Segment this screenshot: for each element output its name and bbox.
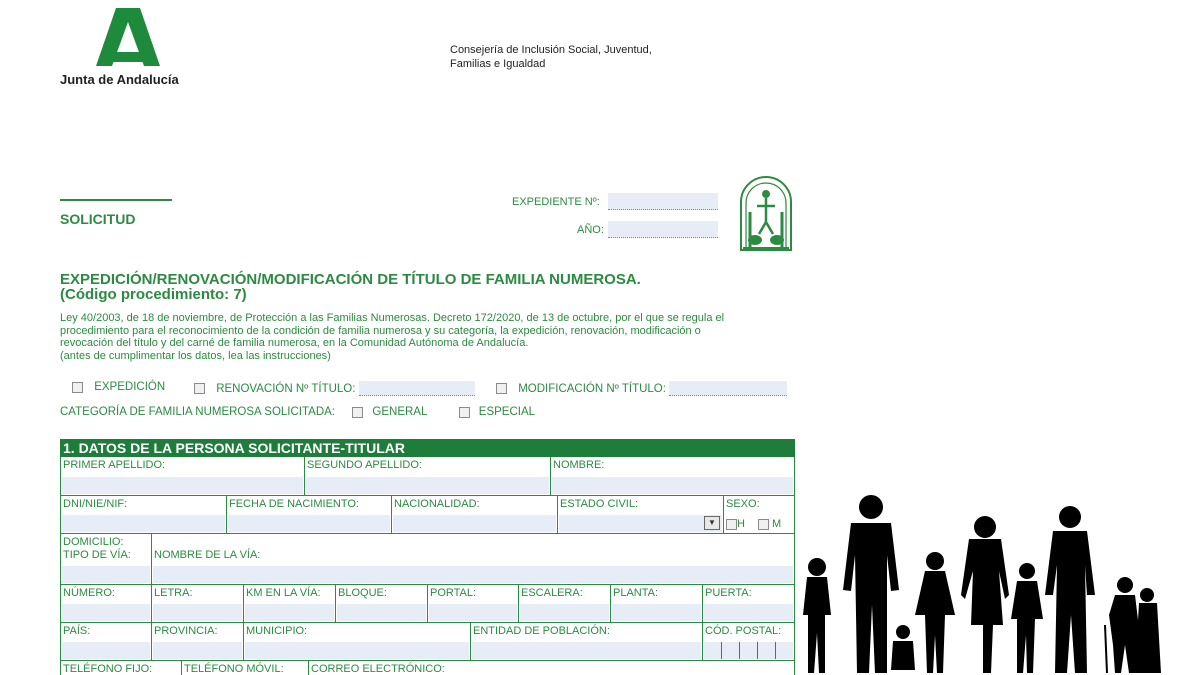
telefono-fijo-cell: TELÉFONO FIJO: xyxy=(63,663,153,675)
portal-input[interactable] xyxy=(429,604,517,621)
fecha-nacimiento-cell: FECHA DE NACIMIENTO: xyxy=(226,496,391,533)
nacionalidad-input[interactable] xyxy=(393,515,556,532)
estado-civil-select[interactable] xyxy=(559,515,722,532)
municipio-cell: MUNICIPIO: xyxy=(243,623,470,660)
pais-input[interactable] xyxy=(62,642,150,659)
renovacion-option: RENOVACIÓN Nº TÍTULO: xyxy=(194,381,475,396)
sexo-cell: SEXO: H M xyxy=(723,496,794,533)
sexo-h-checkbox[interactable] xyxy=(726,519,737,530)
modificacion-titulo-input[interactable] xyxy=(669,381,787,396)
km-via-cell: KM EN LA VÍA: xyxy=(243,585,335,622)
form-row xyxy=(60,585,795,623)
page-title: EXPEDICIÓN/RENOVACIÓN/MODIFICACIÓN DE TÍTULO DE FAMILIA NUMEROSA. (Código procedimiento: 7) xyxy=(60,271,641,303)
cod-postal-input[interactable] xyxy=(704,642,793,659)
tipo-via-cell: DOMICILIO: TIPO DE VÍA: xyxy=(61,534,151,584)
numero-input[interactable] xyxy=(62,604,150,621)
bloque-cell: BLOQUE: xyxy=(335,585,427,622)
segundo-apellido-cell: SEGUNDO APELLIDO: xyxy=(304,457,550,495)
form-row xyxy=(60,496,795,534)
expediente-input[interactable] xyxy=(608,193,718,210)
provincia-cell: PROVINCIA: xyxy=(151,623,243,660)
divider xyxy=(60,199,172,201)
nombre-input[interactable] xyxy=(552,477,793,494)
applicant-form xyxy=(60,457,795,675)
general-checkbox[interactable] xyxy=(352,407,363,418)
correo-cell: CORREO ELECTRÓNICO: xyxy=(308,661,794,675)
form-row xyxy=(60,661,795,675)
municipio-input[interactable] xyxy=(245,642,469,659)
dni-cell: DNI/NIE/NIF: xyxy=(61,496,226,533)
expediente-label: EXPEDIENTE Nº: xyxy=(512,196,600,208)
form-row xyxy=(60,623,795,661)
fecha-nacimiento-input[interactable] xyxy=(228,515,390,532)
junta-andalucia-logo-icon xyxy=(96,8,160,70)
document-type: SOLICITUD xyxy=(60,211,136,227)
family-silhouette-icon xyxy=(795,495,1200,675)
modificacion-checkbox[interactable] xyxy=(496,383,507,394)
cod-postal-cell: CÓD. POSTAL: xyxy=(702,623,794,660)
escalera-cell: ESCALERA: xyxy=(518,585,610,622)
entidad-poblacion-input[interactable] xyxy=(472,642,701,659)
legal-intro: Ley 40/2003, de 18 de noviembre, de Protección a las Familias Numerosas. Decreto 172/2020, de 13 de octubre, por el que se regula el procedimiento para el reconocimiento de la condición de familia numerosa y su categoría, la expedición, renovación, modificación o revocación del título y del carné de familia numerosa, en la Comunidad Autónoma de Andalucía. (antes de cumplimentar los datos, lea las instrucciones) xyxy=(60,312,725,362)
renovacion-checkbox[interactable] xyxy=(194,383,205,394)
renovacion-titulo-input[interactable] xyxy=(359,381,475,396)
dni-input[interactable] xyxy=(62,515,225,532)
estado-civil-cell: ESTADO CIVIL: ▼ xyxy=(557,496,723,533)
portal-cell: PORTAL: xyxy=(427,585,518,622)
nombre-via-cell: NOMBRE DE LA VÍA: xyxy=(151,534,794,584)
consejeria-name: Consejería de Inclusión Social, Juventud, Familias e Igualdad xyxy=(450,44,652,70)
segundo-apellido-input[interactable] xyxy=(306,477,549,494)
provincia-input[interactable] xyxy=(153,642,242,659)
entidad-poblacion-cell: ENTIDAD DE POBLACIÓN: xyxy=(470,623,702,660)
km-via-input[interactable] xyxy=(245,604,334,621)
numero-cell: NÚMERO: xyxy=(61,585,151,622)
section-1-header: 1. DATOS DE LA PERSONA SOLICITANTE-TITULAR xyxy=(60,439,795,457)
tipo-via-input[interactable] xyxy=(62,566,150,583)
letra-cell: LETRA: xyxy=(151,585,243,622)
categoria-options: CATEGORÍA DE FAMILIA NUMEROSA SOLICITADA: GENERAL ESPECIAL xyxy=(60,406,536,418)
nombre-cell: NOMBRE: xyxy=(550,457,794,495)
ano-label: AÑO: xyxy=(577,224,604,236)
puerta-input[interactable] xyxy=(704,604,793,621)
nacionalidad-cell: NACIONALIDAD: xyxy=(391,496,557,533)
expedicion-checkbox[interactable] xyxy=(72,382,83,393)
ano-input[interactable] xyxy=(608,221,718,238)
primer-apellido-cell: PRIMER APELLIDO: xyxy=(61,457,304,495)
pais-cell: PAÍS: xyxy=(61,623,151,660)
dropdown-arrow-icon[interactable]: ▼ xyxy=(704,516,720,530)
form-row xyxy=(60,534,795,585)
planta-cell: PLANTA: xyxy=(610,585,702,622)
puerta-cell: PUERTA: xyxy=(702,585,794,622)
sexo-options: H M xyxy=(726,518,781,530)
nombre-via-input[interactable] xyxy=(153,566,793,583)
modificacion-option: MODIFICACIÓN Nº TÍTULO: xyxy=(496,381,787,396)
request-type-options: EXPEDICIÓN xyxy=(72,381,165,393)
form-row xyxy=(60,457,795,496)
andalucia-coat-of-arms-icon xyxy=(737,172,795,252)
bloque-input[interactable] xyxy=(337,604,426,621)
letra-input[interactable] xyxy=(153,604,242,621)
primer-apellido-input[interactable] xyxy=(62,477,303,494)
escalera-input[interactable] xyxy=(520,604,609,621)
org-name: Junta de Andalucía xyxy=(60,72,179,87)
especial-checkbox[interactable] xyxy=(459,407,470,418)
sexo-m-checkbox[interactable] xyxy=(758,519,769,530)
planta-input[interactable] xyxy=(612,604,701,621)
telefono-movil-cell: TELÉFONO MÓVIL: xyxy=(181,661,308,675)
